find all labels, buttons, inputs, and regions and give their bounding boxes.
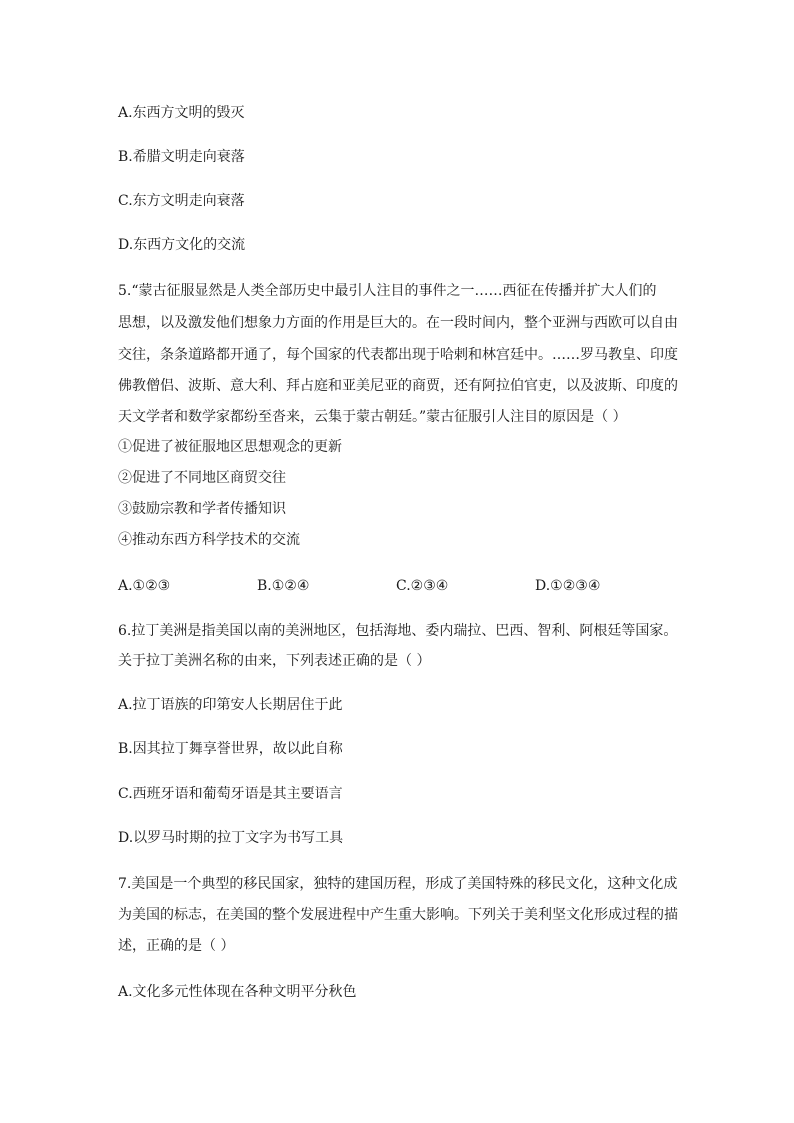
q5-statement-4: ④推动东西方科学技术的交流 [118, 532, 300, 548]
q6-stem-line: 6.拉丁美洲是指美国以南的美洲地区，包括海地、委内瑞拉、巴西、智利、阿根廷等国家。 [118, 623, 678, 639]
q5-stem-line: 天文学者和数学家都纷至沓来，云集于蒙古朝廷。”蒙古征服引人注目的原因是（ ） [118, 409, 627, 425]
q7-option-a: A.文化多元性体现在各种文明平分秋色 [118, 984, 357, 1000]
q4-option-a: A.东西方文明的毁灭 [118, 105, 245, 121]
q7-stem-line: 述，正确的是（ ） [118, 938, 235, 954]
q4-option-c: C.东方文明走向衰落 [118, 193, 245, 209]
q6-stem-line: 关于拉丁美洲名称的由来，下列表述正确的是（ ） [118, 653, 431, 669]
q6-option-d: D.以罗马时期的拉丁文字为书写工具 [118, 830, 344, 846]
q7-stem-line: 为美国的标志，在美国的整个发展进程中产生重大影响。下列关于美利坚文化形成过程的描 [118, 907, 678, 923]
q5-statement-3: ③鼓励宗教和学者传播知识 [118, 501, 286, 517]
q5-option-c: C.②③④ [396, 578, 449, 594]
q6-option-a: A.拉丁语族的印第安人长期居住于此 [118, 697, 343, 713]
q5-option-b: B.①②④ [257, 578, 310, 594]
q6-option-c: C.西班牙语和葡萄牙语是其主要语言 [118, 786, 343, 802]
q5-stem-line: 交往，条条道路都开通了，每个国家的代表都出现于哈剌和林宫廷中。……罗马教皇、印度 [118, 347, 678, 363]
q5-option-a: A.①②③ [118, 578, 171, 594]
q5-stem-line: 佛教僧侣、波斯、意大利、拜占庭和亚美尼亚的商贾，还有阿拉伯官吏，以及波斯、印度的 [118, 378, 678, 394]
q5-stem-line: 思想，以及激发他们想象力方面的作用是巨大的。在一段时间内，整个亚洲与西欧可以自由 [118, 315, 678, 331]
q5-statement-2: ②促进了不同地区商贸交往 [118, 470, 286, 486]
q7-stem-line: 7.美国是一个典型的移民国家，独特的建国历程，形成了美国特殊的移民文化，这种文化成 [118, 876, 678, 892]
q6-option-b: B.因其拉丁舞享誉世界，故以此自称 [118, 741, 343, 757]
q5-stem-line: 5.“蒙古征服显然是人类全部历史中最引人注目的事件之一……西征在传播并扩大人们的 [118, 283, 657, 299]
q5-option-d: D.①②③④ [535, 578, 601, 594]
q4-option-d: D.东西方文化的交流 [118, 237, 246, 253]
q5-options-row [118, 577, 678, 595]
q4-option-b: B.希腊文明走向衰落 [118, 149, 245, 165]
q5-statement-1: ①促进了被征服地区思想观念的更新 [118, 439, 342, 455]
